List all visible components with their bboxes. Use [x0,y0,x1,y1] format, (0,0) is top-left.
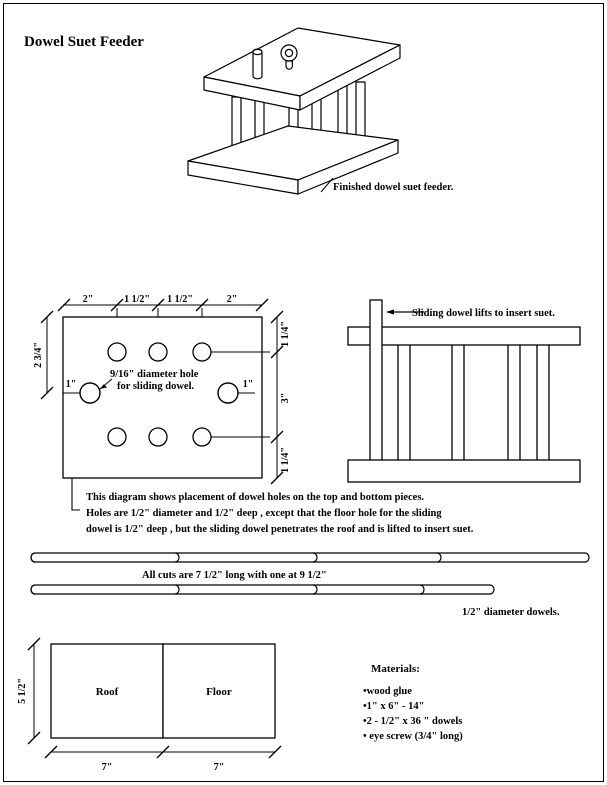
elevation-floor [348,460,580,482]
roof-board-label: Roof [95,686,119,698]
dim-board-width-1: 7" [101,762,113,773]
hole [193,343,211,361]
elevation-note: Sliding dowel lifts to insert suet. [412,308,555,319]
dim-right-1: 1 1/4" [280,321,291,347]
note-line-2: Holes are 1/2" diameter and 1/2" deep , except that the floor hole for the sliding [86,508,442,519]
hole [108,343,126,361]
dim-top-3: 1 1/2" [167,294,193,305]
callout-line-1: 9/16" diameter hole [110,369,199,380]
materials-item: • eye screw (3/4" long) [363,731,463,742]
dim-board-width-2: 7" [213,762,225,773]
post [398,338,410,476]
dim-side-left: 1" [65,379,77,390]
callout-line-2: for sliding dowel. [117,381,195,392]
hole-layout-view [33,294,291,484]
note-line-1: This diagram shows placement of dowel holes on the top and bottom pieces. [86,492,425,503]
page-title: Dowel Suet Feeder [24,34,144,50]
dowel-rod [31,585,494,594]
dim-left-height: 2 3/4" [33,342,44,368]
dim-side-right: 1" [242,379,254,390]
dim-right-2: 3" [280,392,291,404]
post [452,338,464,476]
dim-board-height: 5 1/2" [17,678,28,704]
hole [193,428,211,446]
sliding-dowel-stub-icon [253,49,262,79]
hole [149,343,167,361]
dowel-rod [31,553,589,562]
materials-heading: Materials: [371,663,420,675]
dowel-cut-note: All cuts are 7 1/2" long with one at 9 1/2" [142,570,327,581]
materials-item: •2 - 1/2" x 36 " dowels [363,716,463,727]
dowel-diameter-note: 1/2" diameter dowels. [462,607,560,618]
post [537,340,549,476]
dim-right-3: 1 1/4" [280,447,291,473]
hole-row-bottom [108,428,211,446]
sliding-dowel [370,300,382,476]
post [508,340,520,476]
materials-item: •1" x 6" - 14" [363,701,425,712]
sliding-dowel-hole [80,383,100,403]
dim-top-1: 2" [82,294,94,305]
materials-item: •wood glue [363,686,412,697]
note-line-3: dowel is 1/2" deep , but the sliding dowel penetrates the roof and is lifted to insert suet. [86,524,474,535]
dim-top-4: 2" [226,294,238,305]
isometric-caption: Finished dowel suet feeder. [333,182,454,193]
sliding-dowel-hole [218,383,238,403]
hole [149,428,167,446]
elevation-roof [348,327,580,345]
hole [108,428,126,446]
dim-top-2: 1 1/2" [124,294,150,305]
floor-board-label: Floor [206,686,232,698]
hole-row-top [108,343,211,361]
